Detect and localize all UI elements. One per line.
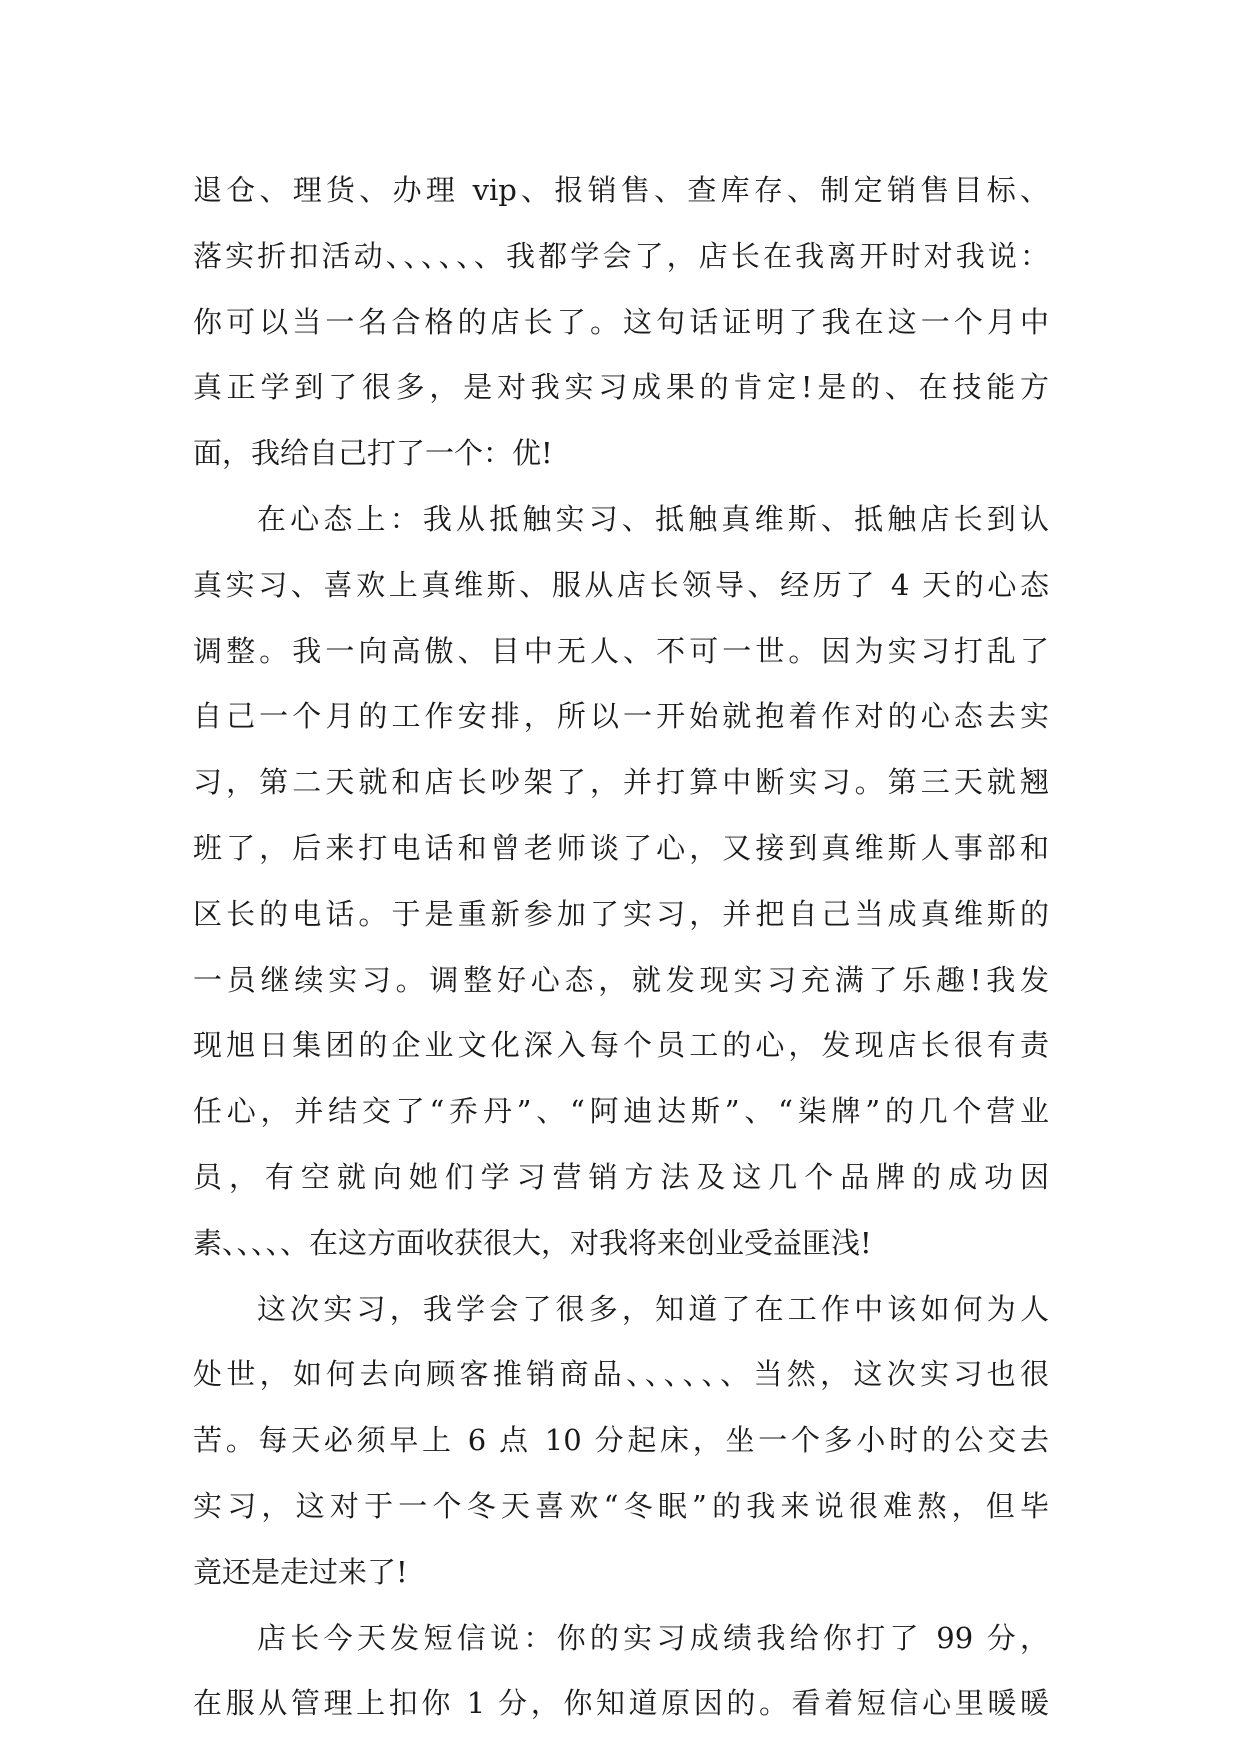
text-line: 任心，并结交了“乔丹”、“阿迪达斯”、“柒牌”的几个营业 (193, 1094, 1049, 1129)
text-line: 面，我给自己打了一个：优! (193, 436, 553, 471)
text-line: 处世，如何去向顾客推销商品、、、、、、当然，这次实习也很 (193, 1357, 1049, 1392)
text-line: 苦。每天必须早上 6 点 10 分起床，坐一个多小时的公交去 (193, 1423, 1049, 1458)
text-line: 员，有空就向她们学习营销方法及这几个品牌的成功因 (193, 1159, 1049, 1194)
text-line: 真实习、喜欢上真维斯、服从店长领导、经历了 4 天的心态 (193, 567, 1049, 602)
text-line: 习，第二天就和店长吵架了，并打算中断实习。第三天就翘 (193, 765, 1049, 800)
text-line: 竟还是走过来了! (193, 1554, 408, 1589)
text-line: 这次实习，我学会了很多，知道了在工作中该如何为人 (257, 1291, 1049, 1326)
text-line: 素、、、、、在这方面收获很大，对我将来创业受益匪浅! (193, 1225, 872, 1260)
text-line: 真正学到了很多，是对我实习成果的肯定!是的、在技能方 (193, 370, 1049, 405)
text-line: 退仓、理货、办理 vip、报销售、查库存、制定销售目标、 (193, 173, 1049, 207)
text-line: 一员继续实习。调整好心态，就发现实习充满了乐趣!我发 (193, 962, 1049, 997)
text-line: 班了，后来打电话和曾老师谈了心，又接到真维斯人事部和 (193, 830, 1049, 865)
text-line: 你可以当一名合格的店长了。这句话证明了我在这一个月中 (193, 304, 1049, 339)
text-line: 自己一个月的工作安排，所以一开始就抱着作对的心态去实 (193, 699, 1049, 734)
text-line: 落实折扣活动、、、、、、我都学会了，店长在我离开时对我说： (193, 238, 1049, 273)
text-line: 在服从管理上扣你 1 分，你知道原因的。看着短信心里暖暖 (193, 1686, 1049, 1721)
text-line: 店长今天发短信说：你的实习成绩我给你打了 99 分， (257, 1620, 1049, 1655)
text-line: 在心态上：我从抵触实习、抵触真维斯、抵触店长到认 (257, 501, 1049, 536)
text-line: 现旭日集团的企业文化深入每个员工的心，发现店长很有责 (193, 1028, 1049, 1063)
body-text (193, 158, 1049, 1737)
text-line: 区长的电话。于是重新参加了实习，并把自己当成真维斯的 (193, 896, 1049, 931)
text-line: 调整。我一向高傲、目中无人、不可一世。因为实习打乱了 (193, 633, 1049, 668)
text-line: 实习，这对于一个冬天喜欢“冬眠”的我来说很难熬，但毕 (193, 1488, 1049, 1523)
